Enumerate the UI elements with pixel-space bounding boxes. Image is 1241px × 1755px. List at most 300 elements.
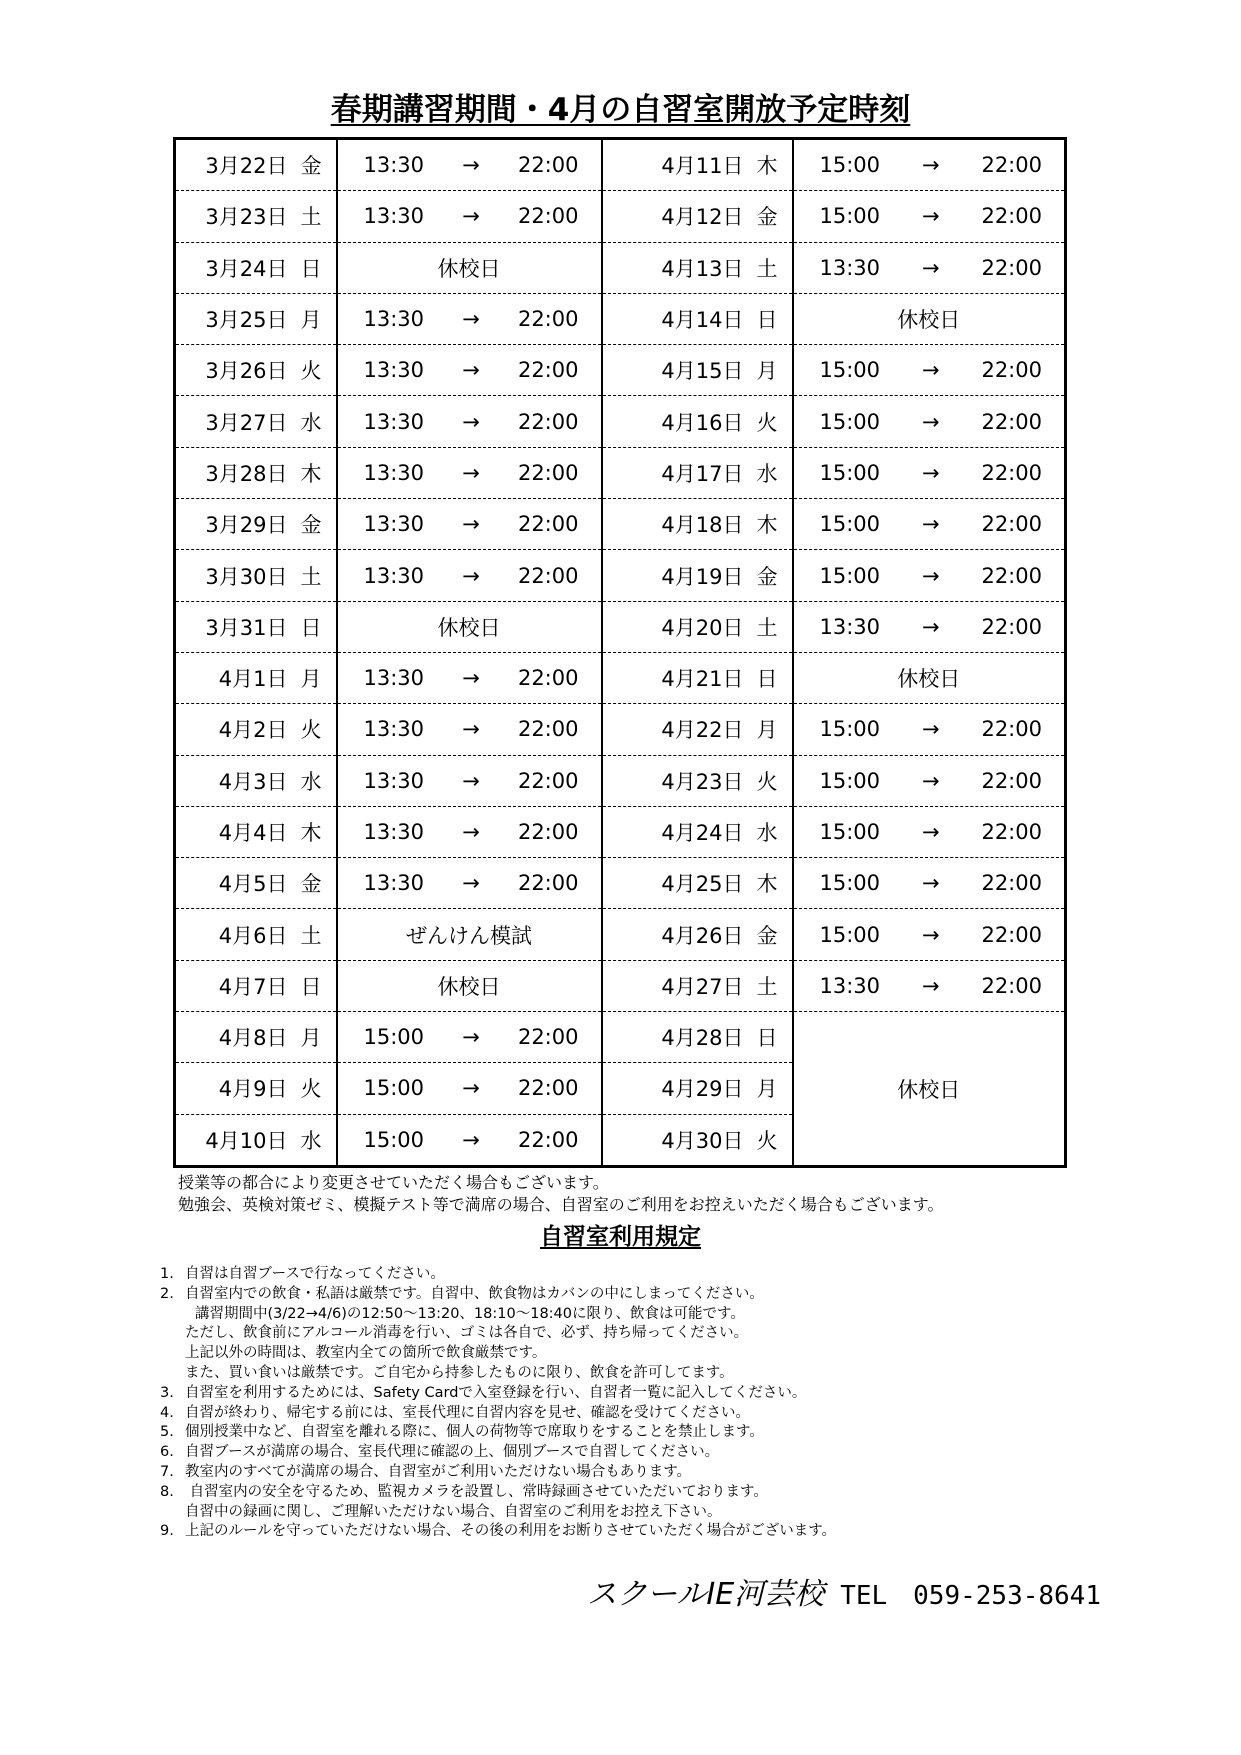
rule-text: 個別授業中など、自習室を離れる際に、個人の荷物等で席取りをすることを禁止します。 — [185, 1424, 764, 1441]
rule-number: 6. — [160, 1444, 174, 1461]
date-cell — [602, 550, 793, 601]
date-text: 4月16日 — [661, 410, 744, 435]
time-range — [338, 307, 601, 331]
weekday-text: 水 — [300, 1128, 322, 1153]
closed-note: 休校日 — [437, 615, 501, 640]
rule-line — [160, 1344, 836, 1364]
close-time: 22:00 — [981, 820, 1042, 844]
close-time: 22:00 — [981, 409, 1042, 434]
page-title — [0, 90, 1241, 130]
weekday-text: 水 — [300, 769, 322, 794]
weekday-text: 月 — [300, 667, 322, 692]
time-cell — [337, 139, 602, 191]
rule-text: 上記のルールを守っていただけない場合、その後の利用をお断りさせていただく場合がございます。 — [185, 1523, 837, 1540]
time-range — [338, 1025, 601, 1049]
rule-line — [160, 1324, 836, 1344]
rule-text: 自習中の録画に関し、ご理解いただけない場合、自習室のご利用をお控え下さい。 — [185, 1503, 722, 1520]
date-text: 4月19日 — [661, 564, 744, 589]
arrow-icon: → — [462, 460, 480, 485]
close-time: 22:00 — [981, 358, 1042, 383]
arrow-icon: → — [462, 563, 480, 588]
date-cell — [175, 806, 337, 857]
time-cell — [793, 293, 1066, 344]
date-cell — [175, 242, 337, 293]
date-text: 4月2日 — [218, 718, 288, 743]
table-row — [175, 960, 1066, 1011]
weekday-text: 金 — [756, 564, 778, 589]
weekday-text: 火 — [756, 410, 778, 435]
arrow-icon: → — [462, 871, 480, 896]
time-cell — [337, 1063, 602, 1114]
time-range — [794, 153, 1065, 177]
time-cell — [793, 960, 1066, 1011]
arrow-icon: → — [921, 717, 940, 742]
date-cell — [602, 191, 793, 242]
time-cell — [337, 345, 602, 396]
close-time: 22:00 — [517, 871, 579, 896]
table-row — [175, 499, 1066, 550]
close-time: 22:00 — [517, 1076, 579, 1101]
date-cell — [175, 1114, 337, 1166]
rule-text: ただし、飲食前にアルコール消毒を行い、ゴミは各自で、必ず、持ち帰ってください。 — [185, 1325, 749, 1342]
rule-line — [160, 1483, 836, 1503]
time-range — [338, 358, 601, 382]
close-time: 22:00 — [981, 614, 1042, 639]
open-time: 13:30 — [363, 666, 425, 691]
open-time: 15:00 — [819, 153, 881, 178]
date-text: 4月20日 — [661, 615, 744, 640]
closed-note: 休校日 — [437, 256, 501, 281]
time-cell — [337, 550, 602, 601]
time-range — [338, 204, 601, 228]
closed-note: 休校日 — [897, 308, 961, 333]
rule-text: 教室内のすべてが満席の場合、自習室がご利用いただけない場合もあります。 — [185, 1463, 692, 1480]
rule-number: 1. — [160, 1266, 174, 1282]
open-time: 13:30 — [363, 512, 425, 537]
date-cell — [602, 755, 793, 806]
table-row — [175, 1012, 1066, 1063]
date-cell — [602, 704, 793, 755]
date-cell — [602, 909, 793, 960]
weekday-text: 木 — [756, 513, 778, 538]
rule-line — [160, 1404, 836, 1424]
date-text: 3月23日 — [205, 205, 288, 230]
date-cell — [175, 755, 337, 806]
time-cell — [793, 447, 1066, 498]
table-row — [175, 396, 1066, 447]
open-time: 15:00 — [819, 460, 881, 485]
date-text: 4月17日 — [661, 461, 744, 486]
rule-number: 3. — [160, 1384, 174, 1401]
weekday-text: 火 — [300, 718, 322, 743]
date-cell — [602, 1114, 793, 1166]
date-text: 4月12日 — [661, 205, 744, 230]
arrow-icon: → — [462, 358, 480, 383]
table-row — [175, 191, 1066, 242]
close-time: 22:00 — [981, 871, 1042, 896]
date-text: 4月18日 — [661, 513, 744, 538]
date-text: 4月8日 — [218, 1026, 288, 1051]
close-time: 22:00 — [981, 512, 1042, 537]
table-row — [175, 139, 1066, 191]
time-range — [794, 974, 1065, 998]
time-cell — [793, 499, 1066, 550]
date-cell — [602, 447, 793, 498]
weekday-text: 木 — [300, 461, 322, 486]
date-text: 4月30日 — [661, 1128, 744, 1153]
date-cell — [175, 191, 337, 242]
open-time: 15:00 — [819, 768, 881, 793]
open-time: 15:00 — [819, 820, 881, 844]
rule-text: また、買い食いは厳禁です。ご自宅から持参したものに限り、飲食を許可してます。 — [185, 1364, 734, 1381]
time-cell — [337, 909, 602, 960]
arrow-icon: → — [921, 973, 940, 998]
note-line: 授業等の都合により変更させていただく場合もございます。 — [178, 1173, 609, 1192]
weekday-text: 火 — [756, 769, 778, 794]
table-row — [175, 447, 1066, 498]
weekday-text: 日 — [756, 1026, 778, 1051]
arrow-icon: → — [462, 717, 480, 742]
closed-note: 休校日 — [437, 974, 501, 999]
time-range — [338, 410, 601, 434]
weekday-text: 土 — [756, 974, 778, 999]
time-range — [794, 769, 1065, 793]
time-range — [338, 717, 601, 741]
close-time: 22:00 — [517, 153, 579, 178]
time-cell — [337, 652, 602, 703]
time-range — [794, 358, 1065, 382]
weekday-text: 土 — [756, 256, 778, 281]
rule-number: 9. — [160, 1523, 174, 1540]
date-cell — [175, 499, 337, 550]
rule-number: 5. — [160, 1424, 174, 1441]
weekday-text: 木 — [300, 821, 322, 845]
date-cell — [602, 1012, 793, 1063]
date-text: 4月25日 — [661, 872, 744, 897]
arrow-icon: → — [462, 307, 480, 332]
close-time: 22:00 — [517, 1025, 579, 1050]
date-text: 4月10日 — [205, 1128, 288, 1153]
weekday-text: 土 — [756, 615, 778, 640]
date-text: 4月24日 — [661, 821, 744, 845]
date-text: 3月24日 — [205, 256, 288, 281]
time-range — [794, 461, 1065, 485]
time-range — [338, 871, 601, 895]
open-time: 15:00 — [819, 512, 881, 537]
date-cell — [175, 550, 337, 601]
time-cell — [337, 960, 602, 1011]
rule-line — [160, 1384, 836, 1404]
date-text: 4月3日 — [218, 769, 288, 794]
footer — [587, 1575, 1101, 1616]
date-cell — [175, 858, 337, 909]
date-text: 4月21日 — [661, 667, 744, 692]
date-text: 3月30日 — [205, 564, 288, 589]
time-cell — [337, 755, 602, 806]
date-text: 3月27日 — [205, 410, 288, 435]
open-time: 13:30 — [363, 871, 425, 896]
rule-line — [160, 1423, 836, 1443]
rule-line — [160, 1522, 836, 1542]
table-row — [175, 755, 1066, 806]
date-cell — [602, 242, 793, 293]
time-range — [338, 564, 601, 588]
rule-number: 2. — [160, 1285, 174, 1302]
time-cell — [793, 755, 1066, 806]
weekday-text: 土 — [300, 923, 322, 948]
date-cell — [175, 139, 337, 191]
table-row — [175, 550, 1066, 601]
weekday-text: 月 — [300, 308, 322, 333]
date-text: 4月1日 — [218, 667, 288, 692]
weekday-text: 月 — [300, 1026, 322, 1051]
rule-number: 7. — [160, 1463, 174, 1480]
arrow-icon: → — [462, 409, 480, 434]
notes — [178, 1172, 943, 1216]
rule-line — [160, 1285, 836, 1305]
time-cell — [337, 1012, 602, 1063]
rule-line — [160, 1463, 836, 1483]
arrow-icon: → — [921, 563, 940, 588]
note-line: 勉強会、英検対策ゼミ、模擬テスト等で満席の場合、自習室のご利用をお控えいただく場合もございます。 — [178, 1195, 944, 1214]
open-time: 13:30 — [363, 717, 425, 742]
time-cell — [793, 191, 1066, 242]
arrow-icon: → — [462, 512, 480, 537]
closed-note: ぜんけん模試 — [406, 923, 532, 948]
rule-line — [160, 1265, 836, 1285]
close-time: 22:00 — [517, 358, 579, 383]
close-time: 22:00 — [981, 973, 1042, 998]
time-range — [794, 204, 1065, 228]
close-time: 22:00 — [981, 563, 1042, 588]
time-cell — [337, 396, 602, 447]
date-cell — [602, 601, 793, 652]
open-time: 15:00 — [363, 1127, 425, 1152]
close-time: 22:00 — [981, 460, 1042, 485]
date-text: 3月28日 — [205, 461, 288, 486]
arrow-icon: → — [462, 153, 480, 178]
open-time: 15:00 — [363, 1076, 425, 1101]
table-row — [175, 293, 1066, 344]
arrow-icon: → — [921, 820, 940, 844]
time-cell — [793, 704, 1066, 755]
open-time: 13:30 — [363, 820, 425, 844]
weekday-text: 水 — [756, 461, 778, 486]
rules-list — [160, 1265, 836, 1542]
open-time: 15:00 — [819, 717, 881, 742]
rule-text: 自習室を利用するためには、Safety Cardで入室登録を行い、自習者一覧に記入してください。 — [185, 1384, 807, 1401]
open-time: 15:00 — [363, 1025, 425, 1050]
date-cell — [175, 293, 337, 344]
time-range — [794, 717, 1065, 741]
time-cell — [793, 806, 1066, 857]
rules-title-text: 自習室利用規定 — [540, 1224, 701, 1250]
date-cell — [175, 960, 337, 1011]
rule-line — [160, 1443, 836, 1463]
close-time: 22:00 — [517, 307, 579, 332]
arrow-icon: → — [921, 153, 940, 178]
date-text: 3月29日 — [205, 513, 288, 538]
weekday-text: 土 — [300, 205, 322, 230]
date-cell — [602, 960, 793, 1011]
date-text: 4月28日 — [661, 1026, 744, 1051]
arrow-icon: → — [921, 871, 940, 896]
close-time: 22:00 — [981, 768, 1042, 793]
date-cell — [175, 909, 337, 960]
date-text: 4月6日 — [218, 923, 288, 948]
weekday-text: 日 — [756, 308, 778, 333]
rule-line — [160, 1364, 836, 1384]
date-text: 3月31日 — [205, 615, 288, 640]
table-row — [175, 858, 1066, 909]
weekday-text: 火 — [300, 359, 322, 384]
time-cell — [793, 550, 1066, 601]
weekday-text: 水 — [300, 410, 322, 435]
arrow-icon: → — [462, 204, 480, 229]
date-text: 4月7日 — [218, 974, 288, 999]
open-time: 13:30 — [819, 255, 881, 280]
time-range — [338, 769, 601, 793]
close-time: 22:00 — [517, 460, 579, 485]
time-range — [794, 871, 1065, 895]
weekday-text: 火 — [300, 1077, 322, 1102]
close-time: 22:00 — [981, 255, 1042, 280]
schedule-body — [175, 139, 1066, 1167]
arrow-icon: → — [921, 204, 940, 229]
close-time: 22:00 — [517, 563, 579, 588]
arrow-icon: → — [462, 1076, 480, 1101]
time-range — [338, 666, 601, 690]
date-cell — [602, 499, 793, 550]
table-row — [175, 652, 1066, 703]
arrow-icon: → — [921, 768, 940, 793]
date-cell — [602, 652, 793, 703]
time-range — [338, 1128, 601, 1152]
weekday-text: 月 — [756, 359, 778, 384]
rule-text: 自習室内の安全を守るため、監視カメラを設置し、常時録画させていただいております。 — [185, 1483, 768, 1500]
arrow-icon: → — [462, 1127, 480, 1152]
school-tel: TEL 059-253-8641 — [840, 1581, 1101, 1611]
time-range — [338, 153, 601, 177]
weekday-text: 月 — [756, 1077, 778, 1102]
open-time: 15:00 — [819, 871, 881, 896]
weekday-text: 金 — [300, 154, 322, 179]
date-cell — [175, 447, 337, 498]
date-cell — [175, 652, 337, 703]
open-time: 15:00 — [819, 563, 881, 588]
time-cell — [337, 242, 602, 293]
close-time: 22:00 — [981, 717, 1042, 742]
date-cell — [602, 806, 793, 857]
time-range — [794, 923, 1065, 947]
table-row — [175, 909, 1066, 960]
time-cell — [793, 345, 1066, 396]
open-time: 13:30 — [363, 563, 425, 588]
time-range — [794, 820, 1065, 844]
rules-title — [0, 1222, 1241, 1252]
weekday-text: 金 — [300, 513, 322, 538]
time-cell — [337, 601, 602, 652]
time-cell — [793, 601, 1066, 652]
closed-note-merged: 休校日 — [793, 1012, 1066, 1167]
school-name: スクールIE河芸校 — [586, 1577, 825, 1612]
close-time: 22:00 — [517, 820, 579, 844]
weekday-text: 火 — [756, 1128, 778, 1153]
table-row — [175, 806, 1066, 857]
date-text: 3月26日 — [205, 359, 288, 384]
open-time: 13:30 — [363, 153, 425, 178]
time-range — [338, 512, 601, 536]
date-text: 4月22日 — [661, 718, 744, 743]
time-range — [794, 564, 1065, 588]
time-range — [794, 256, 1065, 280]
time-cell — [793, 396, 1066, 447]
rule-line — [160, 1503, 836, 1523]
open-time: 15:00 — [819, 409, 881, 434]
time-cell — [337, 499, 602, 550]
open-time: 13:30 — [363, 204, 425, 229]
close-time: 22:00 — [517, 512, 579, 537]
arrow-icon: → — [921, 255, 940, 280]
time-cell — [793, 139, 1066, 191]
time-range — [794, 410, 1065, 434]
date-cell — [602, 345, 793, 396]
date-cell — [175, 601, 337, 652]
date-text: 3月25日 — [205, 308, 288, 333]
weekday-text: 木 — [756, 154, 778, 179]
time-cell — [337, 293, 602, 344]
table-row — [175, 601, 1066, 652]
weekday-text: 日 — [300, 256, 322, 281]
closed-note: 休校日 — [897, 667, 961, 692]
time-cell — [793, 909, 1066, 960]
date-text: 4月9日 — [218, 1077, 288, 1102]
weekday-text: 木 — [756, 872, 778, 897]
time-cell — [793, 242, 1066, 293]
date-text: 4月14日 — [661, 308, 744, 333]
rule-number: 8. — [160, 1483, 174, 1500]
time-range — [338, 461, 601, 485]
arrow-icon: → — [462, 1025, 480, 1050]
time-range — [338, 820, 601, 844]
date-cell — [175, 1012, 337, 1063]
table-row — [175, 242, 1066, 293]
time-range — [338, 1076, 601, 1100]
rule-line — [160, 1305, 836, 1325]
weekday-text: 金 — [756, 923, 778, 948]
rule-text: 講習期間中(3/22→4/6)の12:50～13:20、18:10～18:40に限り、飲食は可能です。 — [195, 1305, 745, 1322]
weekday-text: 日 — [756, 667, 778, 692]
open-time: 13:30 — [819, 614, 881, 639]
table-row — [175, 704, 1066, 755]
date-text: 4月29日 — [661, 1077, 744, 1102]
date-text: 4月15日 — [661, 359, 744, 384]
date-cell — [602, 858, 793, 909]
rule-number: 4. — [160, 1404, 174, 1421]
date-cell — [602, 139, 793, 191]
time-cell — [337, 806, 602, 857]
date-text: 4月26日 — [661, 923, 744, 948]
open-time: 13:30 — [819, 973, 881, 998]
close-time: 22:00 — [517, 717, 579, 742]
time-range — [794, 512, 1065, 536]
date-text: 4月5日 — [218, 872, 288, 897]
time-cell — [337, 858, 602, 909]
date-text: 4月23日 — [661, 769, 744, 794]
date-text: 4月13日 — [661, 256, 744, 281]
close-time: 22:00 — [517, 666, 579, 691]
weekday-text: 金 — [756, 205, 778, 230]
